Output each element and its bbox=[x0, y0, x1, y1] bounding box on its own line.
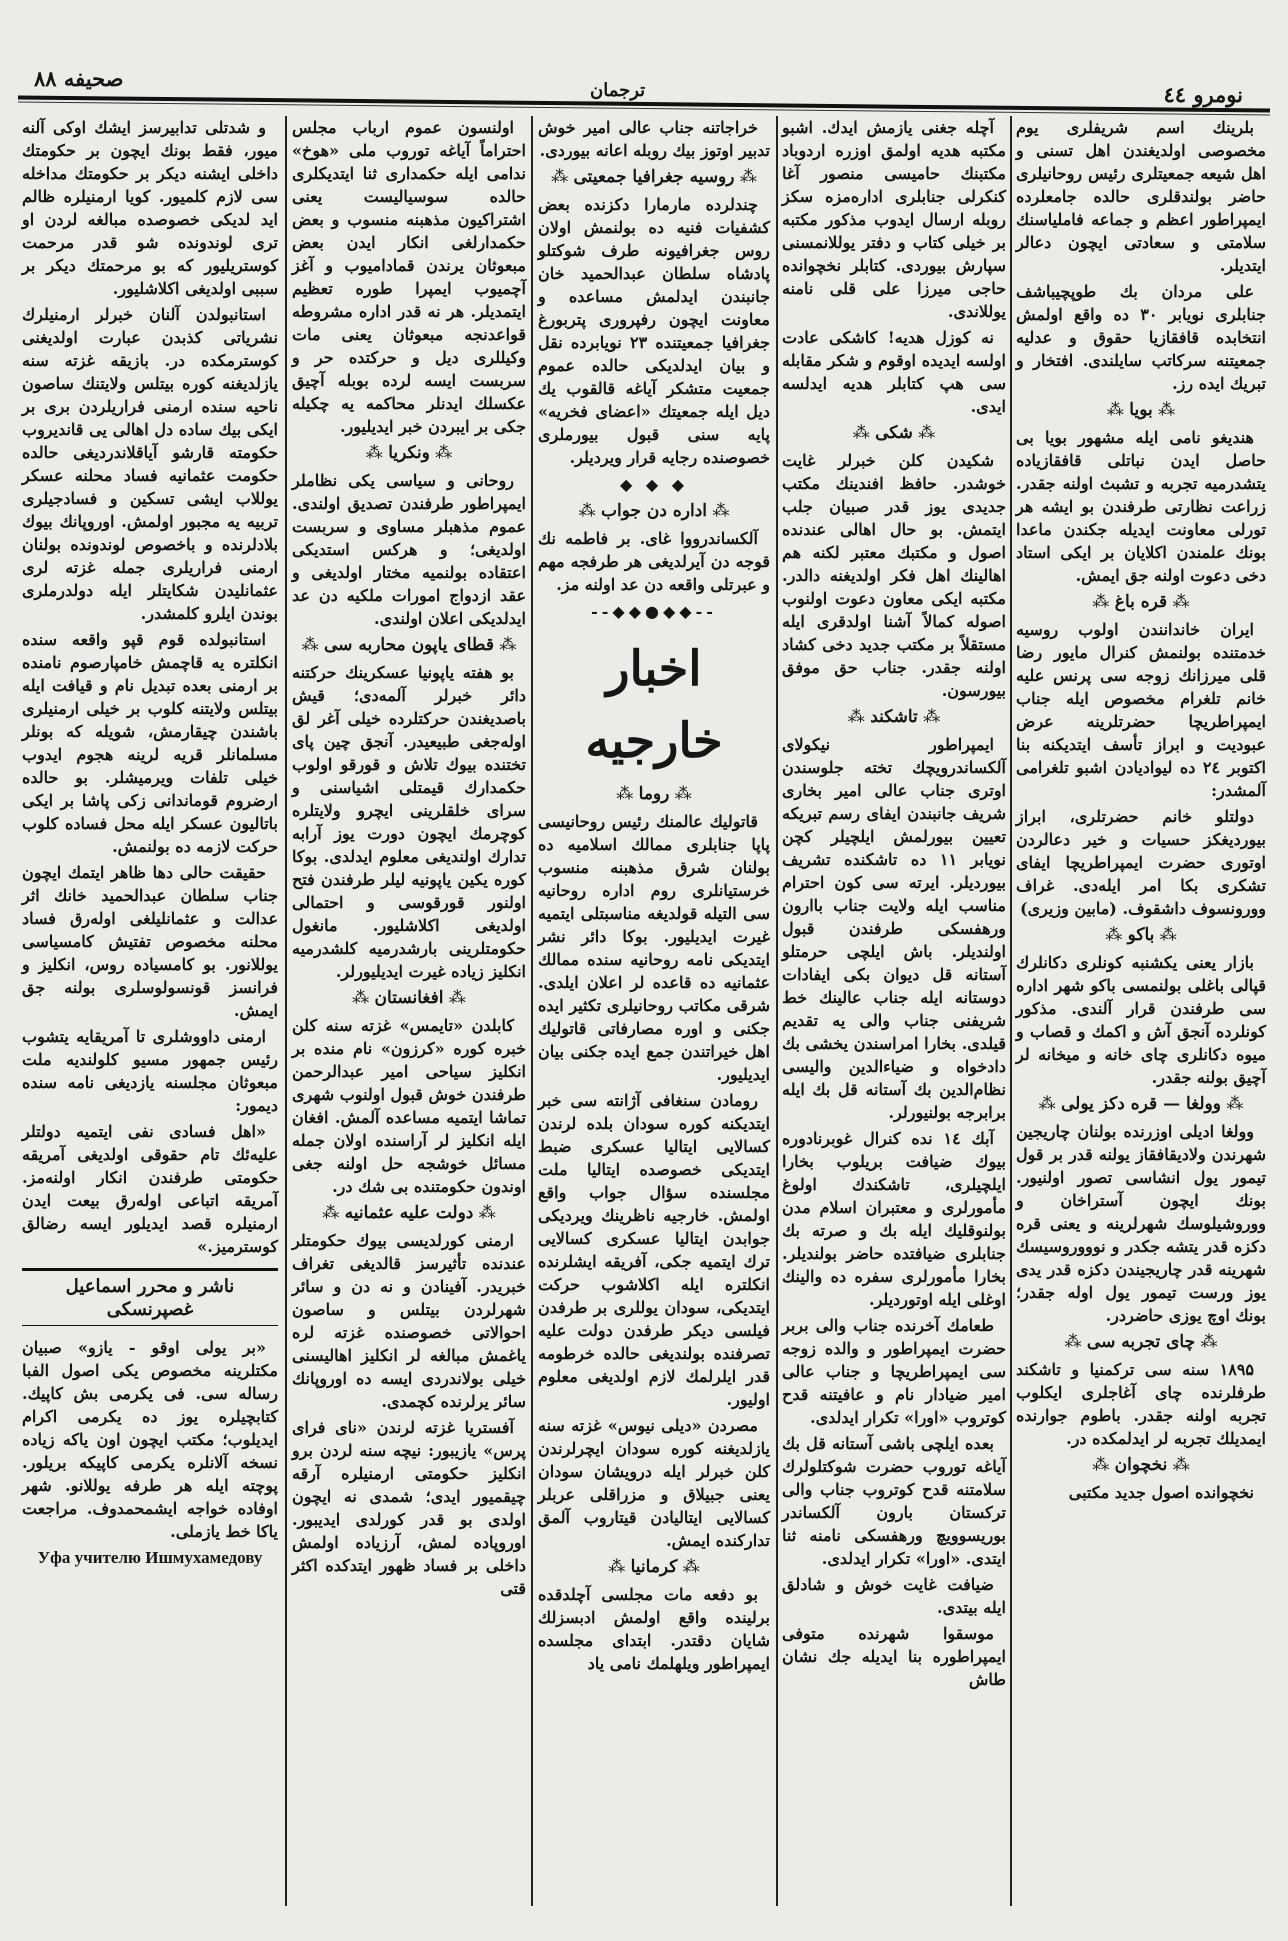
column-divider bbox=[1010, 116, 1012, 1906]
ornament-divider: --◆◆●◆◆-- bbox=[591, 602, 717, 621]
cyrillic-address-line: Уфа учителю Ишмухамедову bbox=[37, 1548, 263, 1567]
article-paragraph: ارمنی کورلدیسی بیوك حکومتلر عندنده تأثیرسز قالدیغی تغراف خبریدر. آفینادن و نه دن و سائر شهرلردن بیتلس و ساصون احوالاتی خصوصنده غزته لره یاغمش مبالغه لر انکلیز اهالیسنی خیلی بولاندردی ایسه ده اوروپانك سائر یرلرنده کچمدی. bbox=[292, 1231, 526, 1411]
article-paragraph: چندلرده مارمارا دکزنده بعض کشفیات فنیه ده بولنمش اولان روس جغرافیونه طرف شوکتلو پادشاه سلطان عبدالحمید خان جانبندن ایدلمش مساعده و معاونت ایچون رفپروری پتربورغ جغرافیا جمعیتنده ۲۳ نویابرده نقل و بیان ایدلدیکی حالده عموم جمعیت متشکر آیاغه قالقوب یك دیل ایله جمعیتك «اعضای فخریه» پایه سنی قبول بیورملری خصوصنده رجایه قرار ویردیلر. bbox=[538, 195, 771, 467]
column-4 bbox=[782, 116, 1006, 1694]
section-heading: ⁂ قره باغ ⁂ bbox=[1016, 591, 1266, 614]
ornament-divider: ◆ ◆ ◆ bbox=[619, 475, 689, 494]
column-divider bbox=[285, 116, 287, 1906]
article-paragraph: روحانی و سیاسی یکی نظاملر ایمپراطور طرفندن تصدیق اولندی. عموم مذهبلر مساوی و سربست اولدیغی؛ و هرکس استدیکی اعتقاده بولنمیه مختار اولدیغی و عقد ازدواج امورات ملکیه دن عد ایدلدیکی اعلان اولندی. bbox=[292, 471, 526, 628]
section-heading: ⁂ شکی ⁂ bbox=[782, 422, 1006, 445]
article-paragraph: رومادن سنغافی آژانته سی خبر ایتدیکنه کوره سودان بلده لرندن کسالایی ایتالیا عسکری ضبط ایتدیکی خصوصده ایتالیا ملت مجلسنده سؤال جواب واقع اولمش. خارجیه ناظرینك ویردیکی جوابدن ایتالیا عسکری کسالایی ترك ایتمیه جکی، آفریقه ایشلرنده انکلتره ایله اکلاشوب حرکت ایتدیکی، سودان یوللری بر طرفدن فیلسی دیکر طرفدن دولت علیه تصرفنده بولندیغی حالده خرطومه قدر ایلرلمك لازم اولدیغی معلوم اولیور. bbox=[538, 1091, 770, 1409]
column-1 bbox=[22, 116, 278, 1569]
section-heading: ⁂ وولغا — قره دکز یولی ⁂ bbox=[1016, 1093, 1266, 1116]
section-heading: ⁂ روسیه جغرافیا جمعیتی ⁂ bbox=[538, 166, 770, 189]
section-heading: ⁂ اداره دن جواب ⁂ bbox=[538, 500, 770, 523]
article-paragraph: بو هفته یاپونیا عسکرینك حرکتنه دائر خبرلر آلمەدی؛ قیش باصدیغندن حرکتلرده خیلی آغر لق اولەجغی طبیعیدر. آنجق چین پای تختنده بیوك تلاش و قورقو اولوب حکمدارك قیمتلی اشیاسنی و سرای خلقلرینی ایچرو ولایتلره کوچرمك ایچون دورت یوز آرابه تدارك اولندیغی معلوم ایدلدی. بوکا کوره یکین یاپونیه لیلر طرفندن فتح اولنور قورقوسی و احتمالی اولدیغی اکلاشلیور. مانغول حکومتلرینی بارشدرمیه کلشدرمیه انکلیز زیاده غیرت ایدیلیورلر. bbox=[292, 663, 526, 981]
column-5 bbox=[1016, 116, 1266, 1507]
article-paragraph: خراجاتنه جناب عالی امیر خوش تدبیر اوتوز بیك روبله اعانه بیوردی. bbox=[538, 118, 770, 160]
article-paragraph: علی مردان بك طوپچیباشف جنابلری نویابر ۳۰ ده واقع اولمش انتخابده قافقازیا حقوق و عدلیه جمعیتنه سرکاتب سایلندی. افتخار و تبریك ایده رز. bbox=[1016, 282, 1267, 393]
section-title-foreign-news: اخبار خارجیه bbox=[585, 641, 723, 769]
article-paragraph: نخچوانده اصول جدید مکتبی bbox=[1068, 1483, 1254, 1502]
masthead bbox=[0, 60, 1288, 120]
article-paragraph: شکیدن کلن خبرلر غایت خوشدر. حافظ افندینك مکتب جدیدی یوز قدر صبیان جلب ایتمش. بو حال اهالی عندنده اصول و مکتبك معتبر لکنه هم اهالینك اهل فکر اولدیغنه دالدر. مکتبه ایکی معاون دعوت اولنوب اصوله کمالاً آشنا اولدقری ایله مستقلاً بر مکتب جدید دخی کشاد اولنه جقدر. جناب حق موفق بیورسون. bbox=[782, 451, 1006, 700]
page-number: صحیفه ۸۸ bbox=[34, 66, 124, 91]
newspaper-title: ترجمان bbox=[590, 80, 646, 101]
article-paragraph: ۱۸۹۵ سنه سی ترکمنیا و تاشکند طرفلرنده چای آغاجلری ایکلوب تجربه اولنه جقدر. باطوم جوارنده ایمدیلك تجربه لر ایدلمکده در. bbox=[1016, 1360, 1266, 1448]
article-paragraph: موسقوا شهرنده متوفی ایمپراطوره بنا ایدیله جك نشان طاش bbox=[782, 1624, 1006, 1689]
article-paragraph: بازار یعنی یکشنبه کونلری دکانلرك قپالی باغلی بولنمسی باکو شهر اداره سی طرفندن قرار آلندی. مذکور کونلرده آنجق آش و اکمك و قصاب و میوه دکانلری چای خانه و میخانه لر آچیق بولنه جقدر. bbox=[1016, 953, 1266, 1087]
section-heading: ⁂ بویا ⁂ bbox=[1016, 399, 1266, 422]
article-paragraph: اولنسون عموم ارباب مجلس احتراماً آیاغه توروب ملی «هوخ» ندامی ایله حکمداری ثنا ایتدیکلری حالده سوسیالیست یعنی اشتراکیون مذهبنه منسوب و بعض حکمدارلغی انکار ایدن بعض مبعوثان یرندن قمادامیوب و آغز آچمیوب ایمپرا طوره تعظیم ایتمدیلر. هر نه قدر اداره مشروطه قواعدنجه مبعوثان یعنی مات وکیللری دیل و حرکتده حر و سربست ایسه لرده بوبله آچیق عکسلك ایدنلر محاکمه یه چکیله جکی بر ایبردن خبر ایدیلیور. bbox=[292, 118, 526, 436]
article-paragraph: طعامك آخرنده جناب والی بربر حضرت ایمپراطور و والده زوجه سی ایمپراطریچا و جناب عالی امیر ضیادار نام و عافیتنه قدح کوتروب «اورا» تکرار ایدلدی. bbox=[782, 1316, 1006, 1427]
article-paragraph: بعده ایلچی باشی آستانه قل بك آیاغه توروب حضرت شوکتلولرك سلامتنه قدح کوتروب جناب والی ترکستان بارون آلکساندر بوریسوویچ ورهفسکی نامنه ثنا ایتدی. «اورا» تکرار ایدلدی. bbox=[782, 1434, 1006, 1568]
article-paragraph: حقیقت حالی دها ظاهر ایتمك ایچون جناب سلطان عبدالحمید خانك اثر عدالت و عثمانلیلغی اولەرق فساد محلنه مخصوص تفتیش کامسیاسی یوللانور. بو کامسیاده روس، انکلیز و فرانسز قونسولوسلری بولنه جق ایمش. bbox=[22, 863, 278, 1020]
section-heading: ⁂ قطای یاپون محاربه سی ⁂ bbox=[292, 634, 526, 657]
article-paragraph: استانبولده قوم قپو واقعه سنده انکلتره یه قاچمش خامپارصوم نامنده بر ارمنی بعده تبدیل نام و قیافت ایله بیتلس ولایتنه کلوب بر خیلی ارمنیلری باشندن چیقارمش، شویله که بونلر مسلمانلر قریه لرینه هجوم ایدوب خیلی تلفات ویرمیشلر. بو حالده ارضروم قوماندانی زکی پاشا بر ایکی باتالیون عسکر ایله محل فساده کلوب حرکت لازمه ده بولنمش. bbox=[22, 630, 278, 856]
article-paragraph: ایران خاندانندن اولوب روسیه خدمتنده بولنمش کنرال مایور رضا قلی میرزانك زوجه سی پرنس علیه خانم تلغرام مخصوص ایله جناب ایمپراطریچا حضرتلرینه عرض عبودیت و ابراز تأسف ایتدیکنه بنا اکتوبر ۲٤ ده لیوادیادن اشبو تلغرامی آلمشدر: bbox=[1016, 620, 1267, 800]
section-heading: ⁂ افغانستان ⁂ bbox=[292, 987, 526, 1010]
column-divider bbox=[776, 116, 778, 1906]
article-paragraph: هندیغو نامی ایله مشهور بویا بی حاصل ایدن نباتلی قافقازیاده یتشدرمیه تجربه و تشبث اولنه جقدر. زراعت نظارتی طرفندن بو ایشه هر تورلی معاونت ایدیله جکندن ماعدا بونك علمندن اکلایان بر ایکی استاد دخی دعوت اولنه جق ایمش. bbox=[1016, 428, 1266, 585]
section-heading: ⁂ ونکریا ⁂ bbox=[292, 442, 526, 465]
column-2 bbox=[292, 116, 526, 1603]
article-paragraph: ایمپراطور نیکولای آلکساندرویچك تخته جلوسندن اوتری جناب عالی امیر بخاری شریف جانبندن ایفای رسم تبریکه تعیین بیورلمش ایلچیلر کچن نویابر ۱۱ ده تاشکنده تشریف بیوردیلر. ایرته سی کون احترام مناسب ایله ولایت جناب باارون ورهفسکی طرفندن قبول اولندیلر. باش ایلچی حرمتلو آستانه قل دیوان بکی ایفادات دوستانه ایله جناب عالینك خط شریفنی جناب والی یه تقدیم قیلدی. بخارا امراسندن یخشی بك دادخواه و ضیاءالدین والیسی نظام‌الدین بك آستانه قل بك ایله برابرجه بولنیورلر. bbox=[782, 735, 1006, 1122]
article-paragraph: دولتلو خانم حضرتلری، ابراز بیوردیغکز حسیات و خیر دعالردن اوتوری حضرت ایمپراطریچا ایفای تشکری بکا امر ایلەدی. غراف وورونسوف داشقوف. (مابین وزیری) bbox=[1016, 807, 1266, 918]
section-heading: ⁂ چای تجربه سی ⁂ bbox=[1016, 1331, 1266, 1354]
article-paragraph: آچله جغنی یازمش ایدك. اشبو مکتبه هدیه اولمق اوزره اردوباد مکتبنك حامیسی منصور آغا کنکرلی جنابلری ادارەمزه سکز روبله ارسال ایدوب مذکور مکتبه بر خیلی کتاب و دفتر یوللانمسنی سپارش بیوردی. کتابلر نخچوانده حاجی میرزا علی قلی نامنه یوللاندی. bbox=[782, 118, 1006, 321]
section-heading: ⁂ روما ⁂ bbox=[538, 783, 770, 806]
article-paragraph: و شدتلی تدابیرسز ایشك اوکی آلنه میور، فقط بونك ایچون بر حکومتك داخلی ایشنه دیکر بر حکومتك مداخله سی لازم کلمیور. کویا ارمنیلره ظالم اید لدیکی خصوصده مبالغه لردن او تری لوندونده شو قدر مرحمت کوستریلیور که بو مرحمتك دیکر بر سببی اولدیغی اکلاشلیور. bbox=[22, 118, 278, 298]
article-paragraph: بلرینك اسم شریفلری یوم مخصوصی اولدیغندن اهل تسنی و اهل شیعه جمعیتلری رئیس روحانیلری حاضر بولندقلری حالده جامعلرده ایمپراطور اعظم و جماعه فاملیاسنك سلامتی و سعادتی ایچون دعالر ایتدیلر. bbox=[1016, 118, 1266, 275]
article-paragraph: نه کوزل هدیه! کاشکی عادت اولسه ایدیده اوقوم و شکر مقابله سی هپ کتابلر هدیه ایدلسه ایدی. bbox=[782, 328, 1006, 416]
article-paragraph: آلکساندرووا غای. بر فاطمه نك قوجه دن آیرلدیغی هر طرفجه مهم و عبرتلی واقعه دن عد اولنه مز. bbox=[538, 529, 770, 594]
article-paragraph: «بر یولی اوقو - یازو» صبیان مکتلرینه مخصوص یکی اصول الفبا رساله سی. فی یکرمی بش کاپیك. کتابچیلره یوز ده یکرمی اکرام ایدیلوب؛ مکتب ایچون اون یاکه زیاده نسخه آلانلره یکرمی کاپیکه بریلور. پوچته ایله هر طرفه یوللانو. شهر اوفاده خواجه ایشمحمدوف. مراجعت یاکا خط یازملی. bbox=[22, 1338, 278, 1541]
column-divider bbox=[531, 116, 533, 1906]
article-paragraph: ارمنی داووشلری تا آمریقایه یتشوب رئیس جمهور مسیو کلولندیه ملت مبعوثان مجلسنه یازدیغی نامه سنده دیمور: bbox=[22, 1027, 278, 1115]
publisher-signature: ناشر و محرر اسماعیل غصپرنسکی bbox=[22, 1268, 278, 1326]
section-heading: ⁂ باکو ⁂ bbox=[1016, 924, 1266, 947]
section-heading: ⁂ دولت علیه عثمانیه ⁂ bbox=[292, 1202, 526, 1225]
article-paragraph: ضیافت غایت خوش و شادلق ایله بیتدی. bbox=[782, 1575, 1006, 1617]
section-heading: ⁂ کرمانیا ⁂ bbox=[538, 1556, 770, 1579]
article-paragraph: کابلدن «تایمس» غزته سنه کلن خبره کوره «کرزون» نام منده بر انکلیز سیاحی امیر عبدالرحمن طرفندن خوش قبول اولنوب شهری تماشا ایتمیه مساعده آلمش. افغان ایله انکلیز لر آراسنده اولان جمله مسائل خوشجه حل اولنه جغی اوندون حکومتنده بی شك در. bbox=[292, 1016, 526, 1196]
article-paragraph: «اهل فسادی نفی ایتمیه دولتلر علیه‌ئك تام حقوقی اولدیغی آمریقه حکومتی طرفندن انکار اولنه‌مز. آمریقه اتباعی اولەرق بیعت ایدن ارمنیلره قصد ایدیلور ایسه رضالق کوسترمیز.» bbox=[22, 1122, 278, 1256]
article-paragraph: وولغا ادیلی اوزرنده بولنان چاریجین شهرندن ولادیقافقاز یولنه قدر بر قول تیمور یول انشاسی تصور اولنیور. بونك ایچون آستراخان و ووروشیلوسك شهرلرینه و یعنی قره دکزه قدر یتشه جکدر و نوووروسیسك شهرینه قدر چاریجیندن دکزه قدر یدی یوز ورست تیمور یول اوله جقدر؛ بونك اوچ یوزی حاضردر. bbox=[1016, 1122, 1266, 1325]
issue-number: نومرو ٤٤ bbox=[1163, 82, 1243, 107]
article-paragraph: استانبولدن آلنان خبرلر ارمنیلرك نشریاتی کذبدن عبارت اولدیغنی کوسترمکده در. بازیقه غزته سنه یازلدیغنه کوره بیتلس ولایتنك ساصون ناحیه سنده ارمنی فراریلردن بری بر ایکی بیك ساده دل اهالی یی قاندیروب حکومته قارشو آیاقلاندردیغی حالده حکومت عثمانیه فساد محلنه عسکر یوللاب ایشی تسکین و فسادجیلری تربیه یه مجبور اولمش. اوروپانك بیوك بلادلرنده و باخصوص لوندونده بولنان ارمنی فراریلری جمله غزته لری عثمانلیدن شکایتلر ایله دولدرملری بوندن ایلرو کلمشدر. bbox=[22, 305, 278, 623]
article-paragraph: قاتولیك عالمنك رئیس روحانیسی پاپا جنابلری ممالك اسلامیه ده بولنان شرق مذهبنه منسوب خرستیانلری روم اداره روحانیه سی التیله قولدیغه مناسبتلی ایتمیه غیرت ایدیلیور. بوکا دائر نشر ایتدیکی نامه روحانیه سنده ممالك عثمانیه ده قاعده لر اعلان ایلدی. شرقی مکاتب روحانیلری تکثیر ایده جکنی و اوره مصارفاتی قاتولیك اهل خیراتندن جمع ایده جکنی بیان ایدیلیور. bbox=[538, 812, 770, 1084]
column-3 bbox=[538, 116, 770, 1678]
article-paragraph: مصردن «دیلی نیوس» غزته سنه یازلدیغنه کوره سودان ایچرلرندن کلن خبرلر ایله درویشان سودان یعنی جبیلاق و مزراقلی عربلر کسالایی ایتالیادن قیتاروب آلمق تدارکنده ایمش. bbox=[538, 1416, 770, 1550]
section-heading: ⁂ تاشکند ⁂ bbox=[782, 706, 1006, 729]
article-paragraph: بو دفعه مات مجلسی آچلدقده برلینده واقع اولمش ادبسزلك شایان دقتدر. ابتدای مجلسده ایمپراطور ویلهلمك نامی یاد bbox=[538, 1585, 770, 1673]
article-paragraph: آفستریا غزته لرندن «نای فرای پرس» یازیبور: نیچه سنه لردن برو انکلیز حکومتی ارمنیلره آرقه چیقمیور ایدی؛ شمدی نه ایچون اولدی بو قدر کورلدی ایدیبور. اوروپاده لمش، آرزیاده اولمش داخلی بر فساد ظهور ایتدکده اکثر قتی bbox=[292, 1418, 526, 1598]
article-paragraph: آبك ۱٤ نده کنرال غوبرنادوره بیوك ضیافت بریلوب بخارا ایلچیلری، تاشکندك اولوغ مأمورلری و معتبران اسلام مدن بولنوقلیك ایله بك و صرته بك جنابلری ضیافتده حاضر بولندیلر. بخارا مأمورلری سفره ده والینك اوغلی ایله اوتوردیلر. bbox=[782, 1129, 1006, 1309]
section-heading: ⁂ نخچوان ⁂ bbox=[1016, 1454, 1266, 1477]
